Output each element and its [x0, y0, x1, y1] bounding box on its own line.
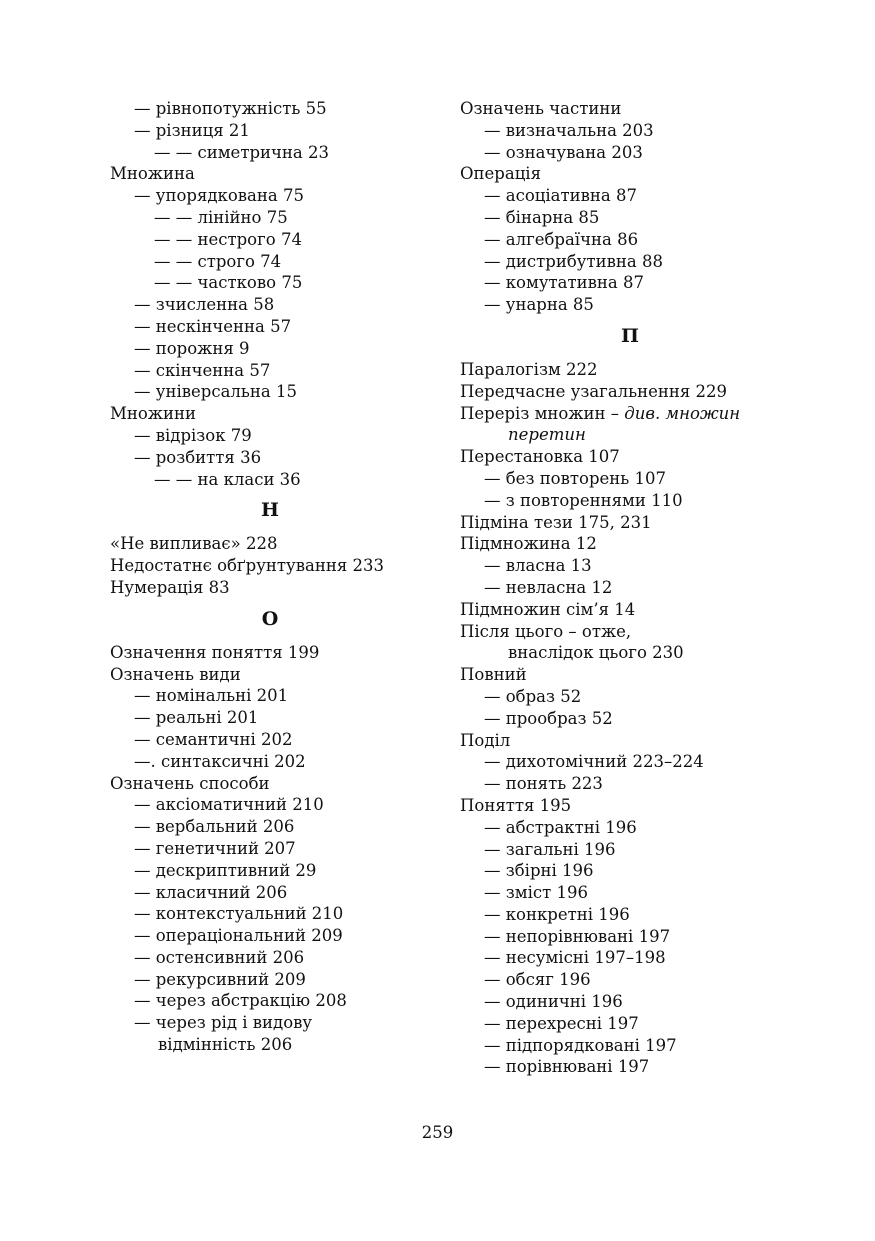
entry-text: — — строго 74 — [154, 251, 282, 271]
index-subentry — [110, 794, 430, 816]
index-subentry — [460, 686, 800, 708]
index-entry — [460, 795, 800, 817]
entry-text: — — нестрого 74 — [154, 229, 302, 249]
index-subentry — [110, 251, 430, 273]
index-subentry — [110, 447, 430, 469]
index-subentry — [110, 207, 430, 229]
entry-text: — рекурсивний 209 — [134, 969, 306, 989]
entry-text: внаслідок цього 230 — [508, 643, 684, 663]
entry-text: — алгебраїчна 86 — [484, 229, 639, 249]
entry-text: — порівнювані 197 — [484, 1057, 650, 1077]
index-subentry — [460, 142, 800, 164]
index-subentry — [460, 882, 800, 904]
index-subentry — [460, 1013, 800, 1035]
index-subentry — [110, 142, 430, 164]
entry-text: — аксіоматичний 210 — [134, 795, 324, 815]
entry-text: — — симетрична 23 — [154, 142, 329, 162]
index-subentry — [460, 577, 800, 599]
cross-reference: див. множин — [624, 403, 741, 423]
index-subentry — [460, 490, 800, 512]
entry-text: — прообраз 52 — [484, 708, 613, 728]
entry-text: Повний — [460, 665, 527, 685]
entry-text: — дескриптивний 29 — [134, 860, 317, 880]
entry-text: Підмножин сім’я 14 — [460, 599, 636, 619]
index-subentry — [110, 229, 430, 251]
entry-text: — перехресні 197 — [484, 1013, 639, 1033]
entry-text: Означень способи — [110, 773, 270, 793]
index-entry — [110, 555, 430, 577]
index-entry — [110, 577, 430, 599]
index-subentry — [460, 272, 800, 294]
index-subentry — [110, 1012, 430, 1034]
entry-text: — операціональний 209 — [134, 926, 343, 946]
index-subentry — [460, 1035, 800, 1057]
entry-text: Підмножина 12 — [460, 534, 597, 554]
entry-text: — визначальна 203 — [484, 120, 654, 140]
entry-text: — асоціативна 87 — [484, 186, 637, 206]
index-subentry — [110, 425, 430, 447]
entry-text: — підпорядковані 197 — [484, 1035, 677, 1055]
entry-text: — конкретні 196 — [484, 904, 630, 924]
index-entry — [460, 599, 800, 621]
entry-text: Підміна тези 175, 231 — [460, 512, 652, 532]
entry-text: — зчисленна 58 — [134, 295, 275, 315]
entry-text: —. синтаксичні 202 — [134, 751, 306, 771]
entry-text: — класичний 206 — [134, 882, 288, 902]
index-subentry — [110, 816, 430, 838]
index-entry — [110, 403, 430, 425]
index-subentry — [110, 1034, 430, 1056]
index-subentry — [460, 294, 800, 316]
index-entry — [460, 163, 800, 185]
entry-text: — — на класи 36 — [154, 469, 301, 489]
index-subentry — [110, 903, 430, 925]
entry-text: — різниця 21 — [134, 120, 250, 140]
entry-text: — абстрактні 196 — [484, 817, 637, 837]
entry-text: Перестановка 107 — [460, 447, 620, 467]
entry-text: «Не випливає» 228 — [110, 534, 278, 554]
entry-text: — через абстракцію 208 — [134, 991, 347, 1011]
entry-text: Означень частини — [460, 99, 622, 118]
entry-text: — без повторень 107 — [484, 468, 667, 488]
entry-text: — реальні 201 — [134, 708, 259, 728]
index-entry — [460, 98, 800, 120]
entry-text: Поділ — [460, 730, 511, 750]
entry-text: — — частково 75 — [154, 273, 303, 293]
index-entry — [460, 381, 800, 403]
entry-text: — загальні 196 — [484, 839, 616, 859]
index-entry — [460, 403, 800, 425]
entry-text: — дистрибутивна 88 — [484, 251, 663, 271]
entry-text: — одиничні 196 — [484, 992, 623, 1012]
entry-text: Нумерація 83 — [110, 577, 230, 597]
index-entry — [460, 533, 800, 555]
index-subentry — [460, 1056, 800, 1078]
index-entry — [110, 533, 430, 555]
entry-text: — генетичний 207 — [134, 838, 296, 858]
index-subentry — [110, 751, 430, 773]
index-subentry — [110, 860, 430, 882]
index-subentry — [460, 926, 800, 948]
entry-text: — обсяг 196 — [484, 970, 591, 990]
entry-text: — остенсивний 206 — [134, 947, 305, 967]
index-entry — [110, 664, 430, 686]
index-subentry — [110, 381, 430, 403]
section-heading: О — [261, 607, 279, 630]
index-subentry — [460, 969, 800, 991]
index-subentry — [460, 468, 800, 490]
index-subentry — [110, 98, 430, 120]
entry-text: — дихотомічний 223–224 — [484, 752, 704, 772]
entry-text: — — лінійно 75 — [154, 207, 288, 227]
entry-text: відмінність 206 — [158, 1035, 293, 1055]
index-entry — [460, 664, 800, 686]
index-subentry — [110, 469, 430, 491]
entry-text: Означення поняття 199 — [110, 642, 320, 662]
entry-text: — скінченна 57 — [134, 360, 271, 380]
index-column-left — [110, 98, 430, 1056]
index-subentry — [110, 925, 430, 947]
index-subentry — [460, 708, 800, 730]
index-entry — [460, 512, 800, 534]
entry-text: — збірні 196 — [484, 861, 594, 881]
index-subentry — [110, 316, 430, 338]
index-subentry — [110, 685, 430, 707]
index-entry — [110, 163, 430, 185]
section-heading: Н — [261, 499, 279, 522]
index-entry — [460, 359, 800, 381]
index-subentry — [110, 947, 430, 969]
index-entry — [110, 773, 430, 795]
index-subentry — [460, 207, 800, 229]
entry-text: — бінарна 85 — [484, 207, 600, 227]
entry-text: — універсальна 15 — [134, 382, 297, 402]
entry-text: Паралогізм 222 — [460, 359, 598, 379]
entry-text: — порожня 9 — [134, 338, 250, 358]
index-subentry — [460, 751, 800, 773]
entry-text: — розбиття 36 — [134, 447, 262, 467]
entry-text: — несумісні 197–198 — [484, 948, 666, 968]
index-subentry — [110, 969, 430, 991]
cross-reference: перетин — [508, 425, 586, 445]
entry-text: — нескінченна 57 — [134, 316, 292, 336]
index-subentry — [460, 120, 800, 142]
entry-text: — контекстуальний 210 — [134, 904, 344, 924]
entry-text: Означень види — [110, 664, 241, 684]
entry-text: — понять 223 — [484, 774, 603, 794]
entry-text: Множини — [110, 404, 196, 424]
entry-text: — унарна 85 — [484, 295, 594, 315]
entry-text: — непорівнювані 197 — [484, 926, 671, 946]
index-subentry — [110, 838, 430, 860]
entry-text: — вербальний 206 — [134, 817, 295, 837]
entry-text: — означувана 203 — [484, 142, 643, 162]
entry-text: — зміст 196 — [484, 883, 588, 903]
page-number: 259 — [421, 1123, 454, 1142]
entry-text: Недостатнє обґрунтування 233 — [110, 556, 385, 576]
section-heading: П — [621, 324, 639, 347]
index-subentry — [460, 904, 800, 926]
index-subentry — [460, 229, 800, 251]
entry-text: Передчасне узагальнення 229 — [460, 381, 728, 401]
index-subentry — [460, 817, 800, 839]
entry-text: — невласна 12 — [484, 577, 613, 597]
index-column-right — [460, 98, 800, 1078]
entry-text: — власна 13 — [484, 556, 592, 576]
index-subentry — [110, 338, 430, 360]
index-subentry — [110, 294, 430, 316]
entry-text: Переріз множин – — [460, 403, 625, 423]
index-subentry — [460, 947, 800, 969]
entry-text: — упорядкована 75 — [134, 186, 304, 206]
entry-text: — з повтореннями 110 — [484, 490, 683, 510]
entry-text: — семантичні 202 — [134, 729, 293, 749]
index-subentry — [460, 424, 800, 446]
index-entry — [110, 642, 430, 664]
index-subentry — [110, 120, 430, 142]
index-subentry — [460, 773, 800, 795]
index-subentry — [110, 360, 430, 382]
entry-text: — номінальні 201 — [134, 686, 289, 706]
index-subentry — [110, 272, 430, 294]
entry-text: — відрізок 79 — [134, 425, 252, 445]
entry-text: Множина — [110, 164, 195, 184]
index-subentry — [110, 882, 430, 904]
entry-text: Поняття 195 — [460, 795, 572, 815]
entry-text: — комутативна 87 — [484, 273, 644, 293]
entry-text: Після цього – отже, — [460, 621, 632, 641]
index-subentry — [460, 185, 800, 207]
entry-text: — рівнопотужність 55 — [134, 99, 327, 118]
index-subentry — [110, 990, 430, 1012]
entry-text: Операція — [460, 164, 541, 184]
index-subentry — [110, 707, 430, 729]
index-subentry — [460, 642, 800, 664]
index-subentry — [460, 839, 800, 861]
index-entry — [460, 730, 800, 752]
index-subentry — [460, 555, 800, 577]
index-entry — [460, 621, 800, 643]
index-subentry — [110, 729, 430, 751]
index-subentry — [110, 185, 430, 207]
index-subentry — [460, 991, 800, 1013]
index-entry — [460, 446, 800, 468]
entry-text: — через рід і видову — [134, 1013, 313, 1033]
index-subentry — [460, 251, 800, 273]
index-subentry — [460, 860, 800, 882]
entry-text: — образ 52 — [484, 686, 582, 706]
